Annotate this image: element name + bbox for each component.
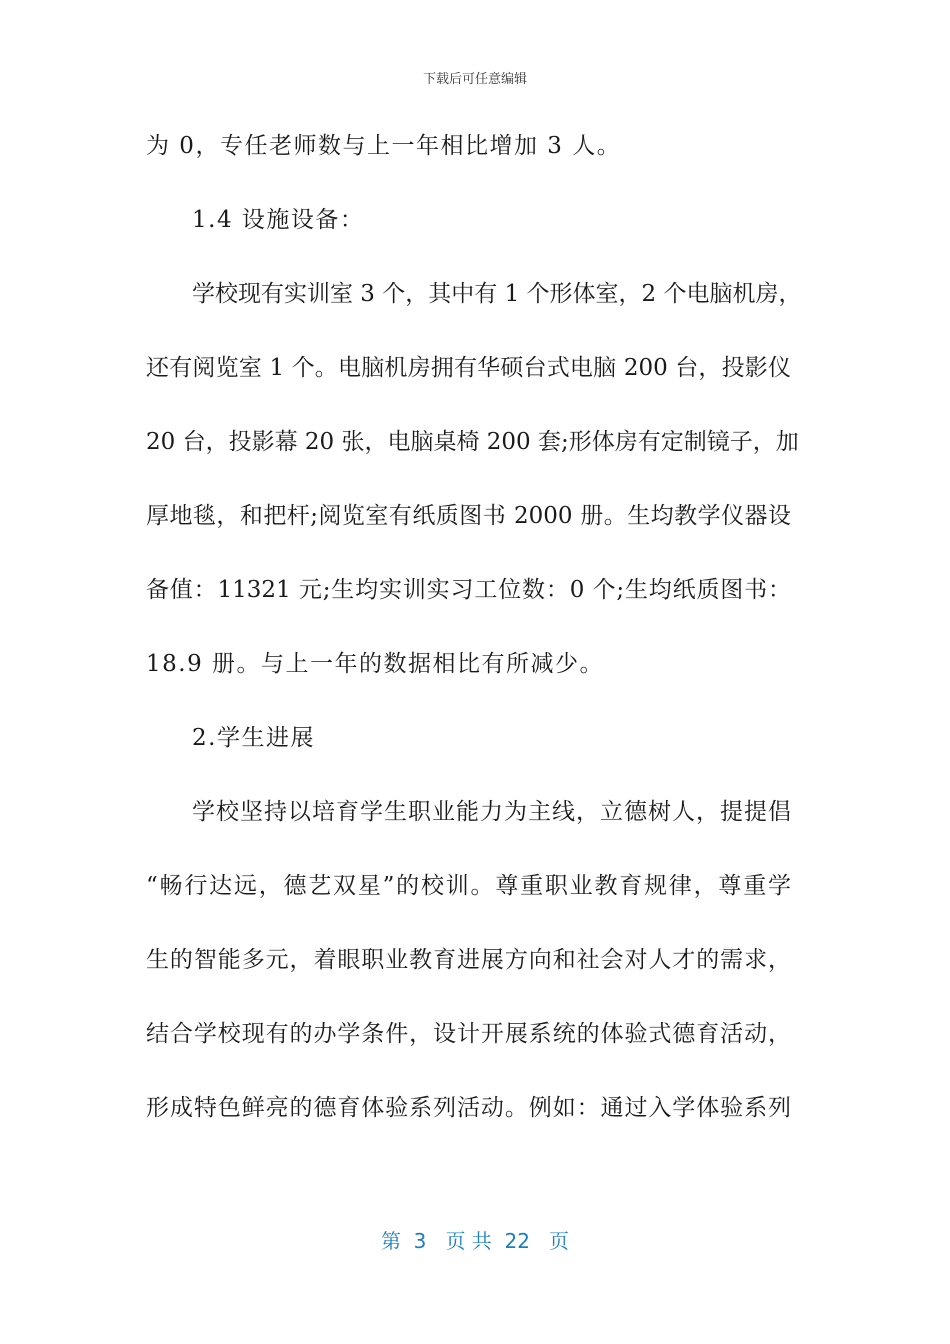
text-line: 20 台，投影幕 20 张，电脑桌椅 200 套;形体房有定制镜子，加 [146, 429, 799, 455]
text-line: “畅行达远，德艺双星”的校训。尊重职业教育规律，尊重学 [146, 873, 791, 899]
page-number-footer: 第 3 页 共 22 页 [380, 1229, 570, 1253]
page-header: 下载后可任意编辑 [422, 72, 527, 87]
section-heading: 1.4 设施设备： [192, 207, 365, 233]
text-line: 还有阅览室 1 个。电脑机房拥有华硕台式电脑 200 台，投影仪 [146, 355, 791, 381]
text-line: 生的智能多元，着眼职业教育进展方向和社会对人才的需求， [146, 947, 791, 973]
text-line: 学校坚持以培育学生职业能力为主线，立德树人，提提倡 [192, 799, 791, 825]
text-line: 学校现有实训室 3 个，其中有 1 个形体室，2 个电脑机房， [192, 281, 802, 307]
text-line: 厚地毯，和把杆;阅览室有纸质图书 2000 册。生均教学仪器设 [146, 503, 791, 529]
document-body [146, 120, 802, 1156]
text-line: 结合学校现有的办学条件，设计开展系统的体验式德育活动， [146, 1021, 791, 1047]
text-line: 形成特色鲜亮的德育体验系列活动。例如：通过入学体验系列 [146, 1095, 791, 1121]
section-heading: 2.学生进展 [192, 725, 315, 751]
text-line: 备值：11321 元;生均实训实习工位数：0 个;生均纸质图书： [146, 577, 791, 603]
text-line: 18.9 册。与上一年的数据相比有所减少。 [146, 651, 605, 677]
text-line: 为 0，专任老师数与上一年相比增加 3 人。 [146, 133, 622, 159]
